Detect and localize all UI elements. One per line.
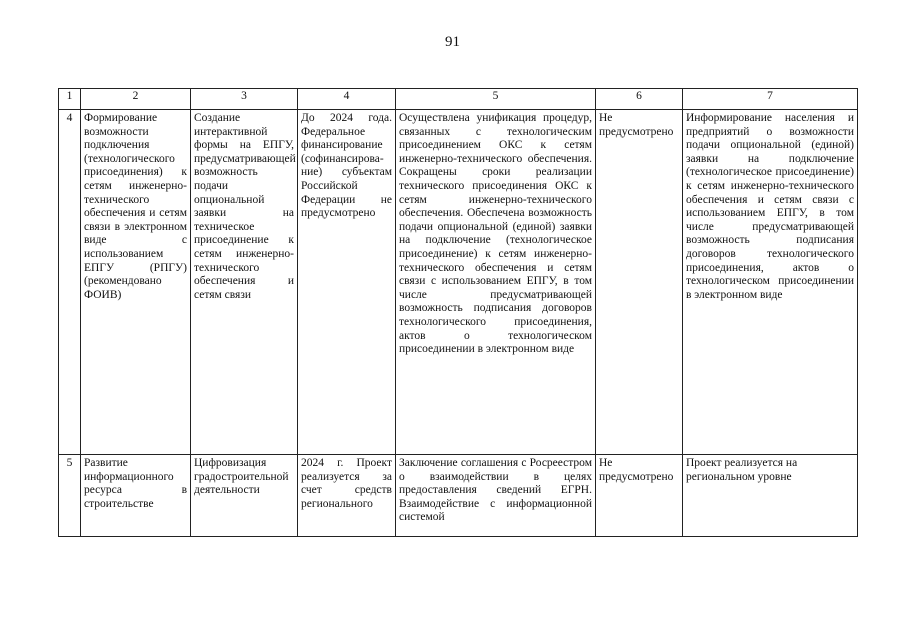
measure-deadline-funding: 2024 г. Проект реализуется за счет средств регионального: [298, 455, 396, 537]
measure-action: Создание интерактивной формы на ЕПГУ, предусматривающей возможность подачи опциональной заявки на техническое присоединение к сетям инженерно-технического обеспечения и сетям связи: [191, 110, 298, 455]
table-row: [59, 455, 858, 537]
header-col-6: 6: [596, 89, 683, 110]
header-col-5: 5: [396, 89, 596, 110]
measure-result: Заключение соглашения с Росреестром о взаимодействии в целях предоставления сведений ЕГРН. Взаимодействие с информационной системой: [396, 455, 596, 537]
row-number: 5: [59, 455, 81, 537]
measures-table: [58, 88, 858, 537]
measure-result: Осуществлена унификация процедур, связанных с технологическим присоединением ОКС к сетям инженерно-технического обеспечения. Сокращены сроки реализации технического присоединения ОКС к сетям инженерно-технического обеспечения. Обеспечена возможность подачи опциональной (единой) заявки на подключение (технологическое присоединение) к сетям инженерно-технического обеспечения и сетям связи с использованием ЕПГУ, в том числе предусматривающей возможность подписания договоров технологического присоединения, актов о технологическом присоединении в электронном виде: [396, 110, 596, 455]
measure-notes: Информирование населения и предприятий о возможности подачи опциональной (единой) заявки на подключение (технологическое присоединение) к сетям инженерно-технического обеспечения и сетям связи с использованием ЕПГУ, в том числе предусматривающей возможность подписания договоров технологического присоединения, актов о технологическом присоединении в электронном виде: [683, 110, 858, 455]
measure-name: Развитие информационного ресурса в строительстве: [81, 455, 191, 537]
header-col-2: 2: [81, 89, 191, 110]
measure-deadline-funding: До 2024 года. Федеральное финансирование (софинансирова-ние) субъектам Российской Федерации не предусмотрено: [298, 110, 396, 455]
measure-legislation: Не предусмотрено: [596, 455, 683, 537]
header-col-3: 3: [191, 89, 298, 110]
measure-legislation: Не предусмотрено: [596, 110, 683, 455]
table-row: [59, 110, 858, 455]
header-col-7: 7: [683, 89, 858, 110]
measure-action: Цифровизация градостроительной деятельности: [191, 455, 298, 537]
row-number: 4: [59, 110, 81, 455]
measure-name: Формирование возможности подключения (технологического присоединения) к сетям инженерно-технического обеспечения и сетям связи в электронном виде с использованием ЕПГУ (РПГУ) (рекомендовано ФОИВ): [81, 110, 191, 455]
table-header-row: [59, 89, 858, 110]
header-col-1: 1: [59, 89, 81, 110]
header-col-4: 4: [298, 89, 396, 110]
page-number: 91: [445, 34, 460, 50]
measure-notes: Проект реализуется на региональном уровне: [683, 455, 858, 537]
